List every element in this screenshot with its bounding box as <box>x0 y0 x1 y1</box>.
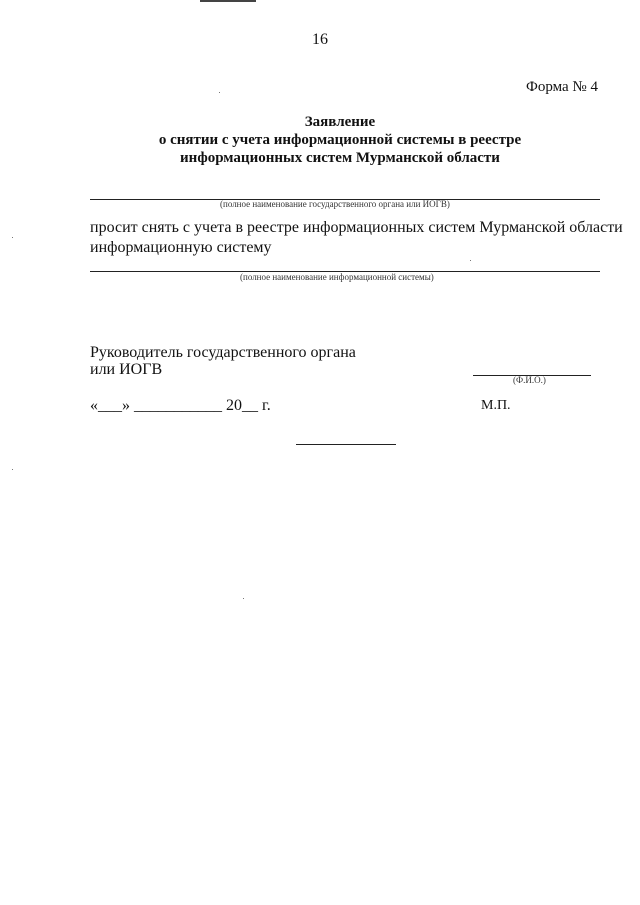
title-line-2: о снятии с учета информационной системы в реестре <box>158 132 522 148</box>
date-field: «___» ___________ 20__ г. <box>90 397 271 414</box>
scan-speck <box>12 469 13 470</box>
scan-speck <box>470 260 471 261</box>
page-number: 16 <box>312 31 328 48</box>
end-separator <box>296 444 396 445</box>
scan-speck <box>12 237 13 238</box>
head-label-line-2: или ИОГВ <box>90 361 163 378</box>
title-line-3: информационных систем Мурманской области <box>180 150 500 166</box>
organ-name-hint: (полное наименование государственного органа или ИОГВ) <box>220 199 450 209</box>
stamp-place-label: М.П. <box>481 398 511 413</box>
fio-hint: (Ф.И.О.) <box>513 375 546 385</box>
form-number: Форма № 4 <box>526 79 598 95</box>
system-name-hint: (полное наименование информационной системы) <box>240 272 434 282</box>
scan-speck <box>219 92 220 93</box>
head-label-line-1: Руководитель государственного органа <box>90 344 356 361</box>
scan-edge-mark <box>200 0 256 2</box>
scan-speck <box>243 598 244 599</box>
document-title <box>0 113 640 167</box>
request-text-line-2: информационную систему <box>90 239 272 256</box>
title-line-1: Заявление <box>304 114 376 130</box>
request-text-line-1: просит снять с учета в реестре информационных систем Мурманской области <box>90 219 623 236</box>
